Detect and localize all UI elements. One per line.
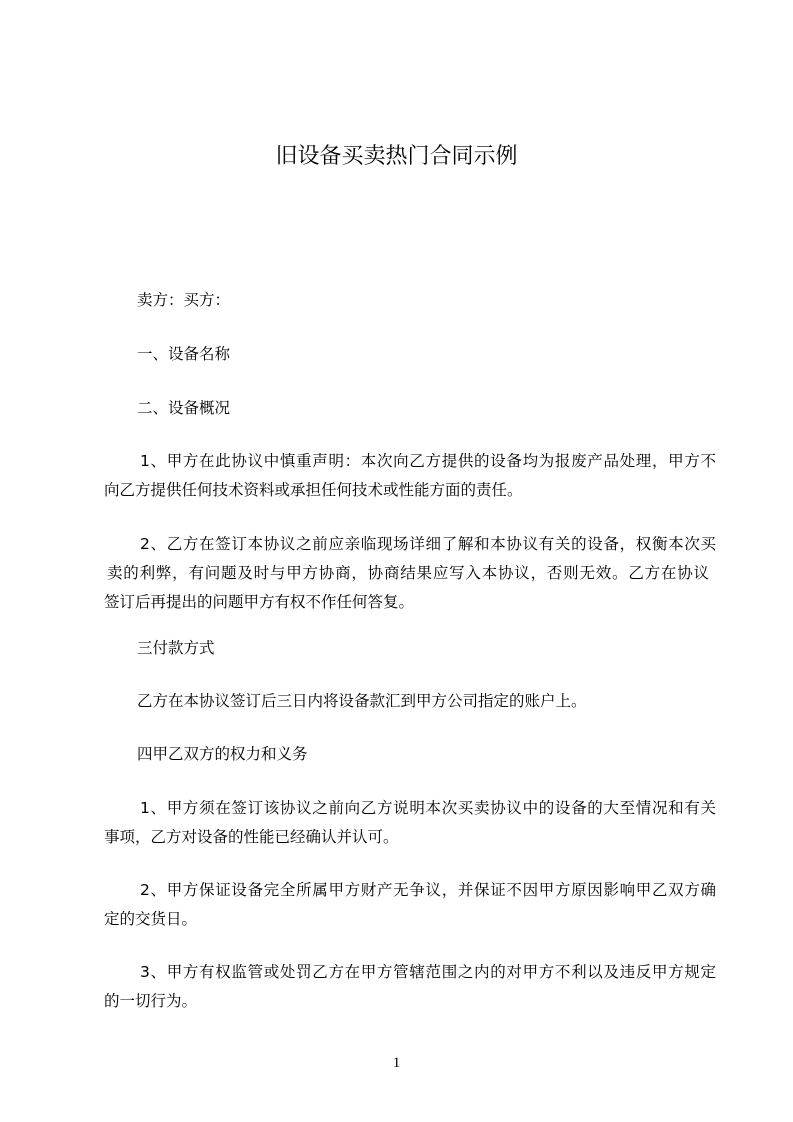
paragraph-line: 定的交货日。 — [104, 910, 198, 928]
section-heading: 三付款方式 — [137, 639, 215, 657]
paragraph-line: 签订后再提出的问题甲方有权不作任何答复。 — [104, 593, 415, 611]
section-heading: 一、设备名称 — [137, 345, 231, 363]
paragraph-line: 2、甲方保证设备完全所属甲方财产无争议，并保证不因甲方原因影响甲乙双方确 — [140, 881, 716, 899]
parties-line: 卖方：买方： — [137, 291, 231, 309]
paragraph-line: 向乙方提供任何技术资料或承担任何技术或性能方面的责任。 — [104, 481, 523, 499]
section-heading: 二、设备概况 — [137, 399, 231, 417]
paragraph-line: 1、甲方在此协议中慎重声明：本次向乙方提供的设备均为报废产品处理，甲方不 — [140, 452, 716, 470]
paragraph-line: 卖的利弊，有问题及时与甲方协商，协商结果应写入本协议，否则无效。乙方在协议 — [107, 564, 709, 582]
paragraph-line: 2、乙方在签订本协议之前应亲临现场详细了解和本协议有关的设备，权衡本次买 — [140, 535, 716, 553]
paragraph-line: 的一切行为。 — [104, 992, 198, 1010]
document-title: 旧设备买卖热门合同示例 — [275, 144, 518, 169]
paragraph-line: 1、甲方须在签订该协议之前向乙方说明本次买卖协议中的设备的大至情况和有关 — [140, 799, 716, 817]
paragraph-line: 乙方在本协议签订后三日内将设备款汇到甲方公司指定的账户上。 — [137, 692, 587, 710]
section-heading: 四甲乙双方的权力和义务 — [137, 745, 308, 763]
paragraph-line: 3、甲方有权监管或处罚乙方在甲方管辖范围之内的对甲方不利以及违反甲方规定 — [140, 963, 716, 981]
paragraph-line: 事项，乙方对设备的性能已经确认并认可。 — [104, 828, 399, 846]
page-number: 1 — [392, 1055, 401, 1071]
